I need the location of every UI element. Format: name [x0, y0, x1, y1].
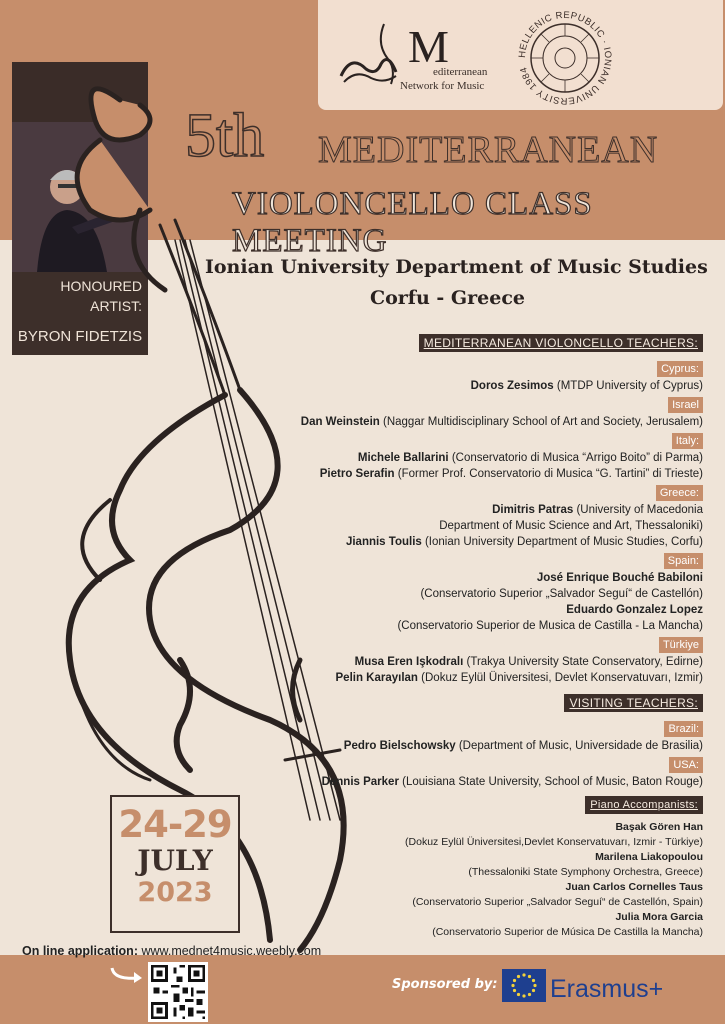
teacher-line: Pedro Bielschowsky (Department of Music, Universidade de Brasilia) — [343, 740, 703, 752]
seal-text: HELLENIC REPUBLIC · IONIAN UNIVERSITY 1984 — [516, 9, 614, 107]
title-ordinal: 5th — [185, 102, 265, 170]
piano-aff: (Conservatorio Superior „Salvador Seguí“ de Castellón, Spain) — [412, 896, 703, 908]
curved-arrow-icon — [108, 964, 148, 986]
teacher-line: (Conservatorio Superior de Musica de Castilla - La Mancha) — [397, 620, 703, 632]
artist-name: BYRON FIDETZIS — [17, 328, 143, 345]
piano-heading: Piano Accompanists: — [585, 796, 703, 814]
ionian-university-seal-icon — [515, 8, 615, 108]
mednet-logo-line1: editerranean — [433, 66, 488, 78]
teachers-list — [183, 332, 703, 940]
country-usa: USA: — [669, 757, 703, 773]
teacher-line: (Conservatorio Superior „Salvador Seguí“ de Castellón) — [420, 588, 703, 600]
visiting-heading: VISITING TEACHERS: — [564, 694, 703, 712]
country-brazil: Brazil: — [664, 721, 703, 737]
teacher-line: Pelin Karayılan (Dokuz Eylül Üniversitesi, Devlet Konservatuvarı, Izmir) — [335, 672, 703, 684]
piano-name: Juan Carlos Cornelles Taus — [565, 881, 703, 893]
piano-aff: (Thessaloniki State Symphony Orchestra, Greece) — [468, 866, 703, 878]
mednet-logo-line2: Network for Music — [400, 80, 485, 92]
teacher-line: Doros Zesimos (MTDP University of Cyprus) — [470, 380, 703, 392]
teacher-line: Musa Eren Işkodralı (Trakya University State Conservatory, Edirne) — [354, 656, 703, 668]
honoured-line1: HONOURED — [60, 278, 142, 294]
piano-aff: (Conservatorio Superior de Música De Castilla la Mancha) — [432, 926, 703, 938]
country-greece: Greece: — [656, 485, 703, 501]
country-cyprus: Cyprus: — [657, 361, 703, 377]
teacher-line: José Enrique Bouché Babiloni — [536, 572, 703, 584]
piano-name: Julia Mora Garcia — [615, 911, 703, 923]
svg-text:M: M — [408, 21, 449, 72]
online-url[interactable]: www.mednet4music.weebly.com — [137, 944, 322, 958]
piano-name: Marilena Liakopoulou — [595, 851, 703, 863]
dates-year: 2023 — [137, 877, 213, 908]
online-application — [22, 944, 321, 958]
teacher-line: Pietro Serafin (Former Prof. Conservatorio di Musica “G. Tartini” di Trieste) — [319, 468, 703, 480]
country-spain: Spain: — [664, 553, 703, 569]
erasmus-logo: Erasmus+ — [550, 975, 664, 1003]
dates-month: JULY — [137, 844, 213, 877]
piano-name: Başak Gören Han — [615, 821, 703, 833]
country-turkiye: Türkiye — [659, 637, 703, 653]
teacher-line: Eduardo Gonzalez Lopez — [566, 604, 703, 616]
institution-line2: Corfu - Greece — [370, 287, 525, 309]
piano-aff: (Dokuz Eylül Üniversitesi,Devlet Konservatuvarı, Izmir - Türkiye) — [405, 836, 703, 848]
teacher-line: Michele Ballarini (Conservatorio di Musica “Arrigo Boito” di Parma) — [357, 452, 703, 464]
honoured-line2: ARTIST: — [90, 298, 142, 314]
teacher-line: Department of Music Science and Art, Thessaloniki) — [439, 520, 703, 532]
title-line1: MEDITERRANEAN — [318, 129, 659, 171]
qr-code-icon[interactable] — [148, 962, 208, 1022]
teacher-line: Jiannis Toulis (Ionian University Department of Music Studies, Corfu) — [345, 536, 703, 548]
teacher-line: Dennis Parker (Louisiana State University, School of Music, Baton Rouge) — [321, 776, 703, 788]
teachers-heading: MEDITERRANEAN VIOLONCELLO TEACHERS: — [419, 334, 703, 352]
dates-days: 24-29 — [118, 803, 232, 846]
dates-box — [110, 795, 240, 933]
country-italy: Italy: — [672, 433, 703, 449]
teacher-line: Dimitris Patras (University of Macedonia — [492, 504, 703, 516]
sponsored-label: Sponsored by: — [392, 977, 498, 992]
teacher-line: Dan Weinstein (Naggar Multidisciplinary School of Art and Society, Jerusalem) — [300, 416, 703, 428]
country-israel: Israel — [668, 397, 703, 413]
institution-line1: Ionian University Department of Music Studies — [205, 256, 708, 278]
eu-flag-icon — [502, 969, 546, 1002]
title-line2: VIOLONCELLO CLASS MEETING — [232, 186, 593, 259]
online-label: On line application: — [22, 944, 138, 958]
